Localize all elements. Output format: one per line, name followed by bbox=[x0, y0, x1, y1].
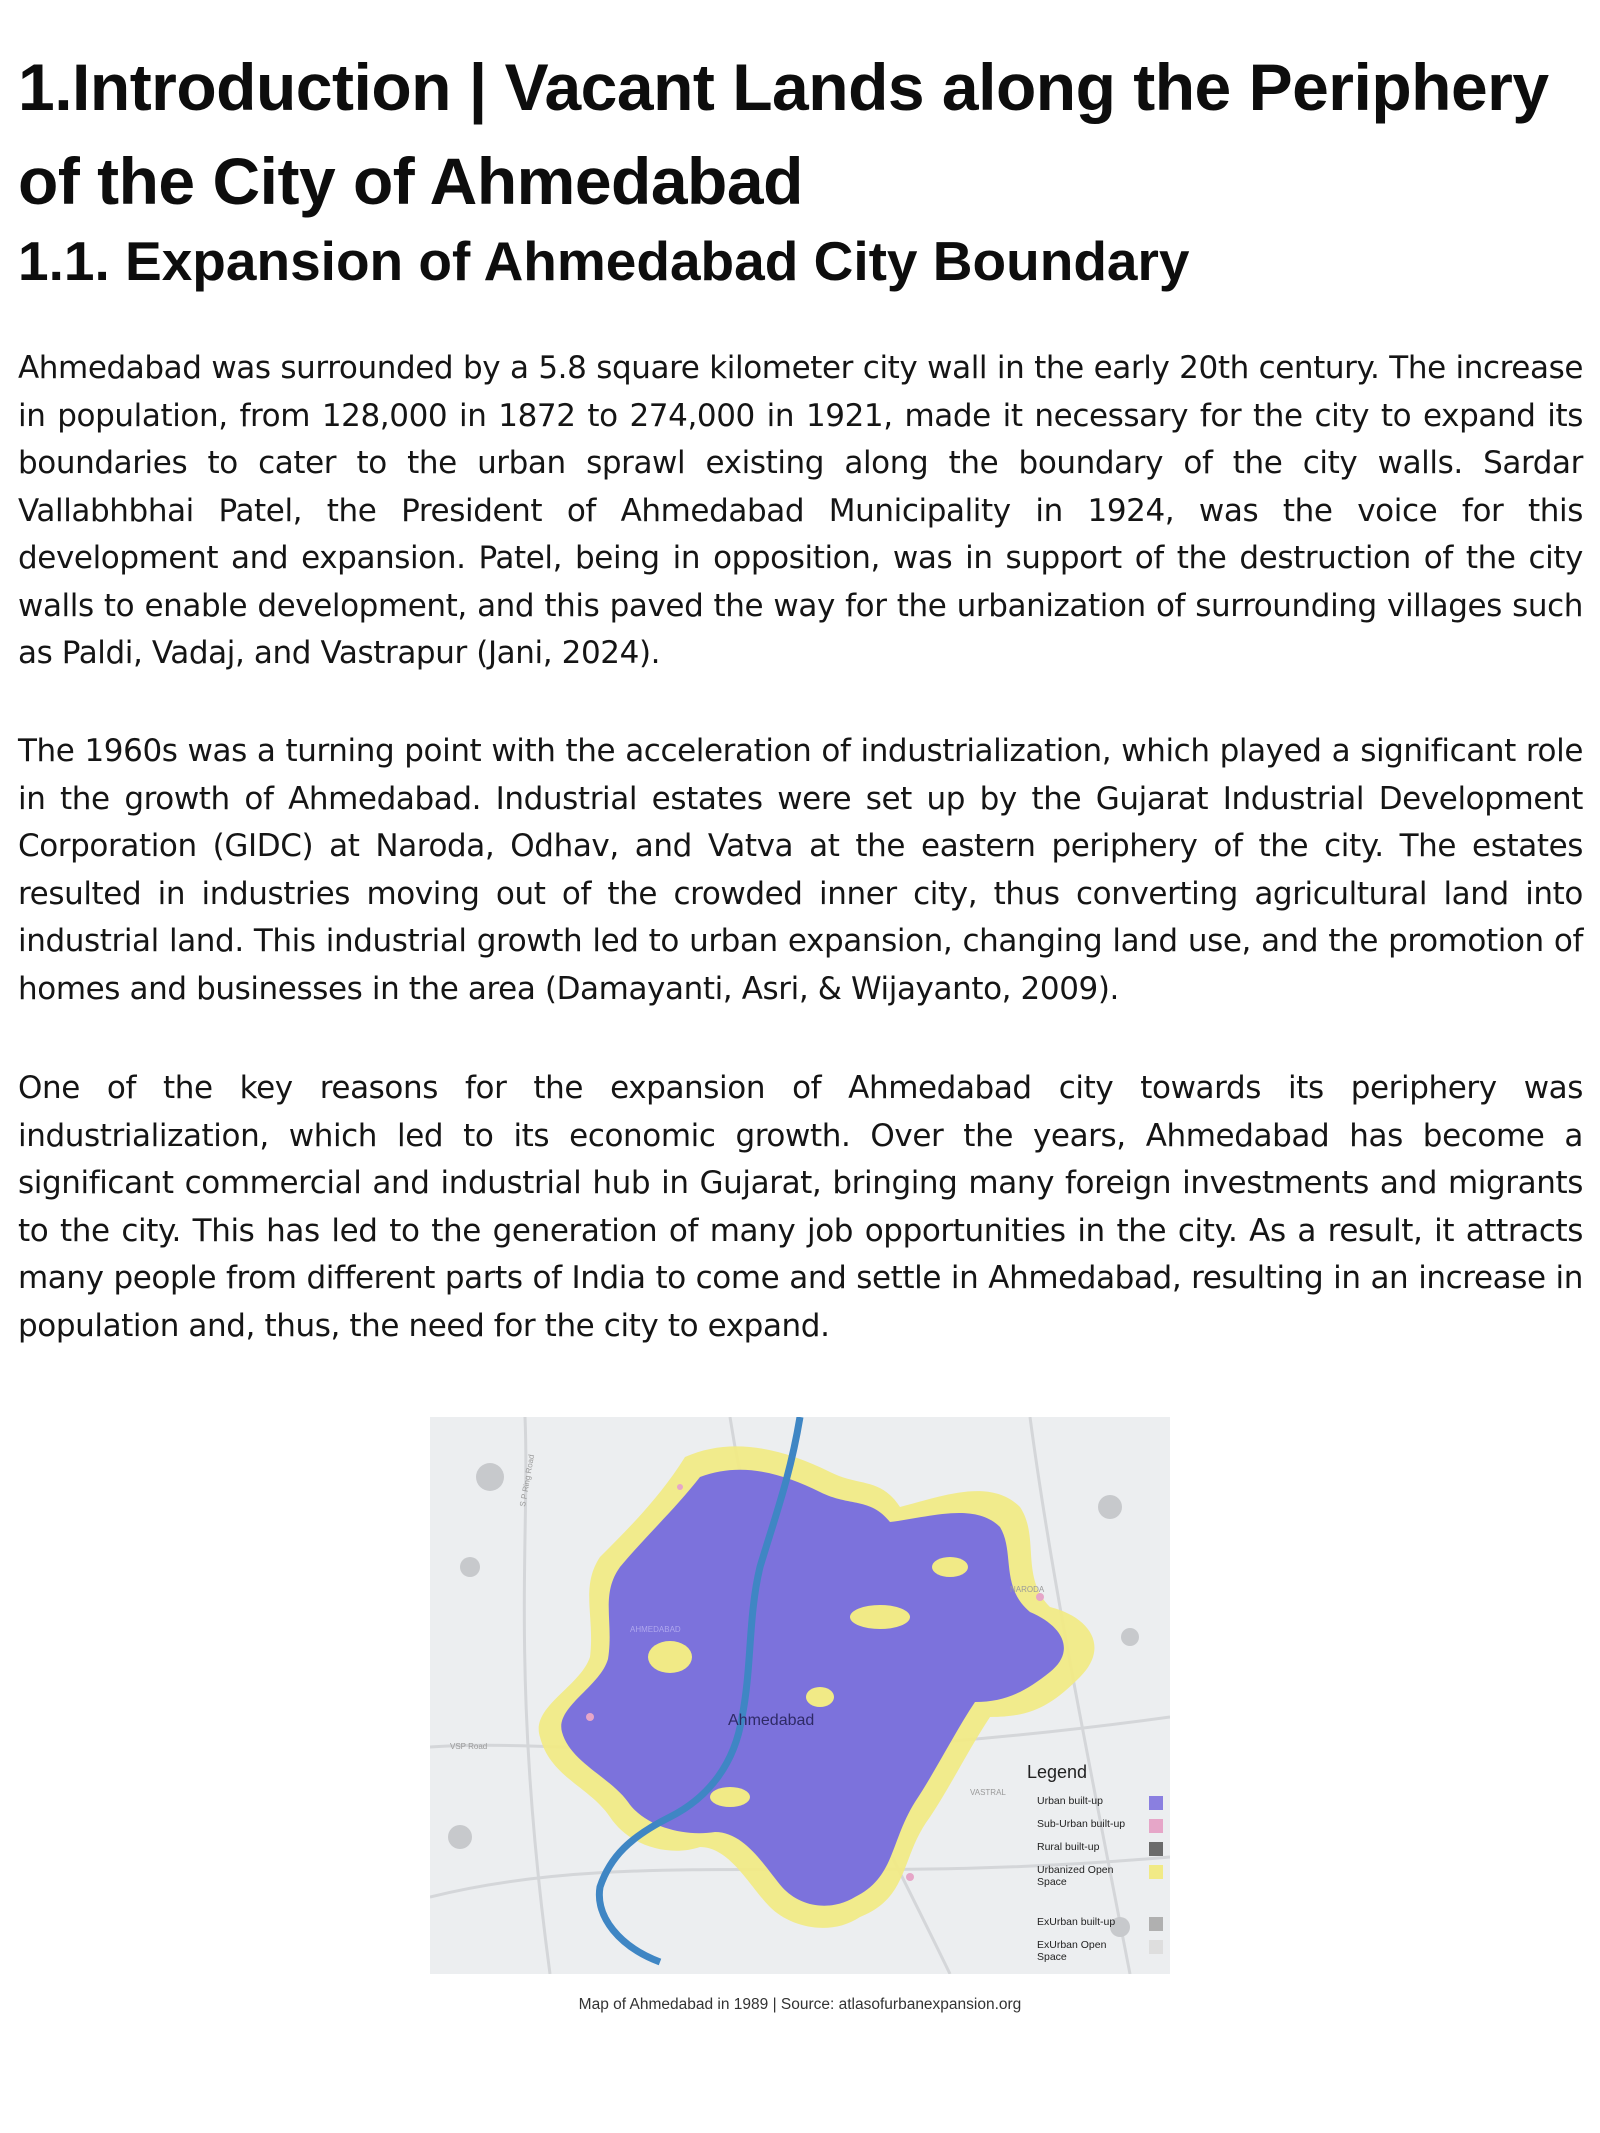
legend-title: Legend bbox=[1027, 1762, 1088, 1782]
legend-swatch bbox=[1149, 1842, 1163, 1856]
legend-swatch bbox=[1149, 1865, 1163, 1879]
place-label-vastral: VASTRAL bbox=[970, 1788, 1006, 1797]
paragraph-industrialization: The 1960s was a turning point with the acceleration of industrialization, which played a significant role in the growth of Ahmedabad. Industrial estates were set up by the Gujarat Industrial Development Corporation (GIDC) at Naroda, Odhav, and Vatva at the eastern periphery of the city. The estates resulted in industries moving out of the crowded inner city, thus converting agricultural land into industrial land. This industrial growth led to urban expansion, changing land use, and the promotion of homes and businesses in the area (Damayanti, Asri, & Wijayanto, 2009). bbox=[18, 733, 1583, 1007]
legend-item-open-space bbox=[1027, 1862, 1167, 1902]
place-label-ring-road: S P Ring Road bbox=[518, 1453, 537, 1508]
legend-swatch bbox=[1149, 1796, 1163, 1810]
legend-label: Sub-Urban built-up bbox=[1037, 1818, 1126, 1830]
legend-label: ExUrban built-up bbox=[1037, 1916, 1116, 1928]
paragraph-expansion-reasons: One of the key reasons for the expansion of Ahmedabad city towards its periphery was industrialization, which led to its economic growth. Over the years, Ahmedabad has become a significant commercial and industrial hub in Gujarat, bringing many foreign investments and migrants to the city. This has led to the generation of many job opportunities in the city. As a result, it attracts many people from different parts of India to come and settle in Ahmedabad, resulting in an increase in population and, thus, the need for the city to expand. bbox=[18, 1070, 1583, 1344]
map-figure bbox=[430, 1417, 1170, 1974]
legend-label: Rural built-up bbox=[1037, 1841, 1100, 1853]
page-title: 1.Introduction | Vacant Lands along the Periphery of the City of Ahmedabad bbox=[18, 50, 1549, 218]
legend-swatch bbox=[1149, 1917, 1163, 1931]
map-legend bbox=[1027, 1762, 1167, 1963]
paragraph-city-wall: Ahmedabad was surrounded by a 5.8 square kilometer city wall in the early 20th century. The increase in population, from 128,000 in 1872 to 274,000 in 1921, made it necessary for the city to expand its boundaries to cater to the urban sprawl existing along the boundary of the city walls. Sardar Vallabhbhai Patel, the President of Ahmedabad Municipality in 1924, was the voice for this development and expansion. Patel, being in opposition, was in support of the destruction of the city walls to enable development, and this paved the way for the urbanization of surrounding villages such as Paldi, Vadaj, and Vastrapur (Jani, 2024). bbox=[18, 350, 1583, 671]
legend-item-exurban-open-space bbox=[1027, 1937, 1167, 1963]
legend-item-rural bbox=[1027, 1839, 1167, 1862]
section-heading: 1.1. Expansion of Ahmedabad City Boundary bbox=[18, 230, 1190, 292]
legend-item-urban bbox=[1027, 1793, 1167, 1816]
legend-item-sub-urban bbox=[1027, 1816, 1167, 1839]
place-label-vsp-road: VSP Road bbox=[450, 1742, 488, 1751]
legend-swatch bbox=[1149, 1819, 1163, 1833]
legend-label: Urban built-up bbox=[1037, 1795, 1103, 1807]
place-label-ahmedabad-faint: AHMEDABAD bbox=[630, 1625, 681, 1634]
legend-label: ExUrban Open Space bbox=[1037, 1939, 1107, 1963]
figure-caption: Map of Ahmedabad in 1989 | Source: atlasofurbanexpansion.org bbox=[578, 1996, 1022, 2013]
legend-label: Urbanized Open Space bbox=[1037, 1864, 1114, 1888]
city-label: Ahmedabad bbox=[728, 1712, 815, 1729]
place-label-naroda: NARODA bbox=[1010, 1585, 1045, 1594]
legend-swatch bbox=[1149, 1940, 1163, 1954]
legend-item-exurban-built-up bbox=[1027, 1914, 1167, 1937]
